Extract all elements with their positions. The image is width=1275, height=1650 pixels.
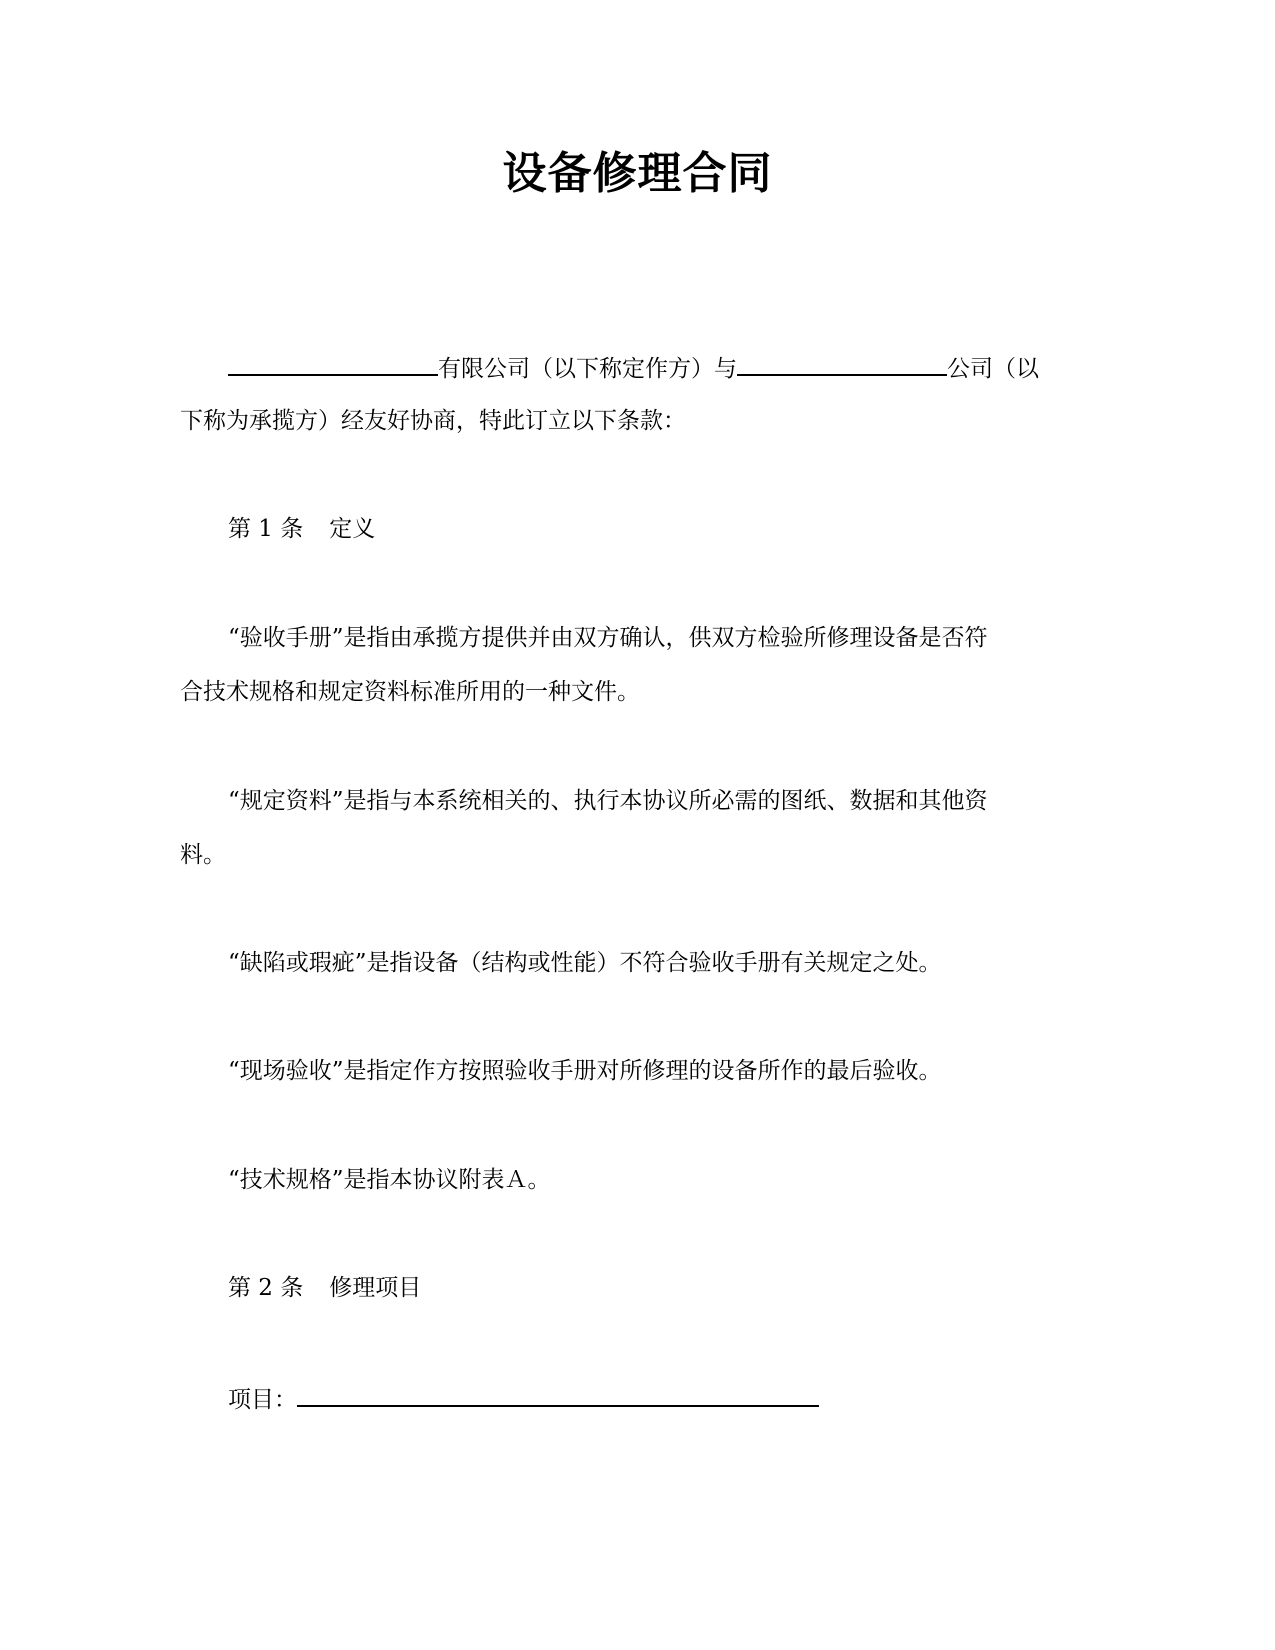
definition-acceptance-manual-line-1: “验收手册”是指由承揽方提供并由双方确认，供双方检验所修理设备是否符 (228, 625, 988, 651)
party-b-blank[interactable] (737, 350, 947, 376)
article-1-heading (228, 513, 375, 545)
definition-specified-data-line-2: 料。 (180, 842, 226, 868)
intro-line-2: 下称为承揽方）经友好协商，特此订立以下条款： (180, 408, 686, 434)
intro-line-1-text-a: 有限公司（以下称定作方）与 (438, 356, 737, 382)
item-row (228, 1381, 819, 1416)
item-label: 项目： (228, 1387, 297, 1413)
article-1-title: 定义 (329, 516, 376, 542)
definition-onsite-acceptance: “现场验收”是指定作方按照验收手册对所修理的设备所作的最后验收。 (228, 1058, 942, 1084)
definition-defect: “缺陷或瑕疵”是指设备（结构或性能）不符合验收手册有关规定之处。 (228, 950, 942, 976)
definition-specified-data-line-1: “规定资料”是指与本系统相关的、执行本协议所必需的图纸、数据和其他资 (228, 788, 988, 814)
definition-tech-spec: “技术规格”是指本协议附表Ａ。 (228, 1167, 551, 1193)
definition-acceptance-manual-line-2: 合技术规格和规定资料标准所用的一种文件。 (180, 679, 640, 705)
article-2-heading (228, 1272, 421, 1304)
article-1-number: 第 1 条 (228, 516, 304, 542)
article-2-number: 第 2 条 (228, 1275, 304, 1301)
party-a-blank[interactable] (228, 350, 438, 376)
article-2-title: 修理项目 (329, 1275, 422, 1301)
page-title: 设备修理合同 (502, 148, 773, 199)
item-blank[interactable] (297, 1381, 819, 1407)
intro-line-1 (228, 350, 1039, 385)
intro-line-1-text-b: 公司（以 (947, 356, 1039, 382)
